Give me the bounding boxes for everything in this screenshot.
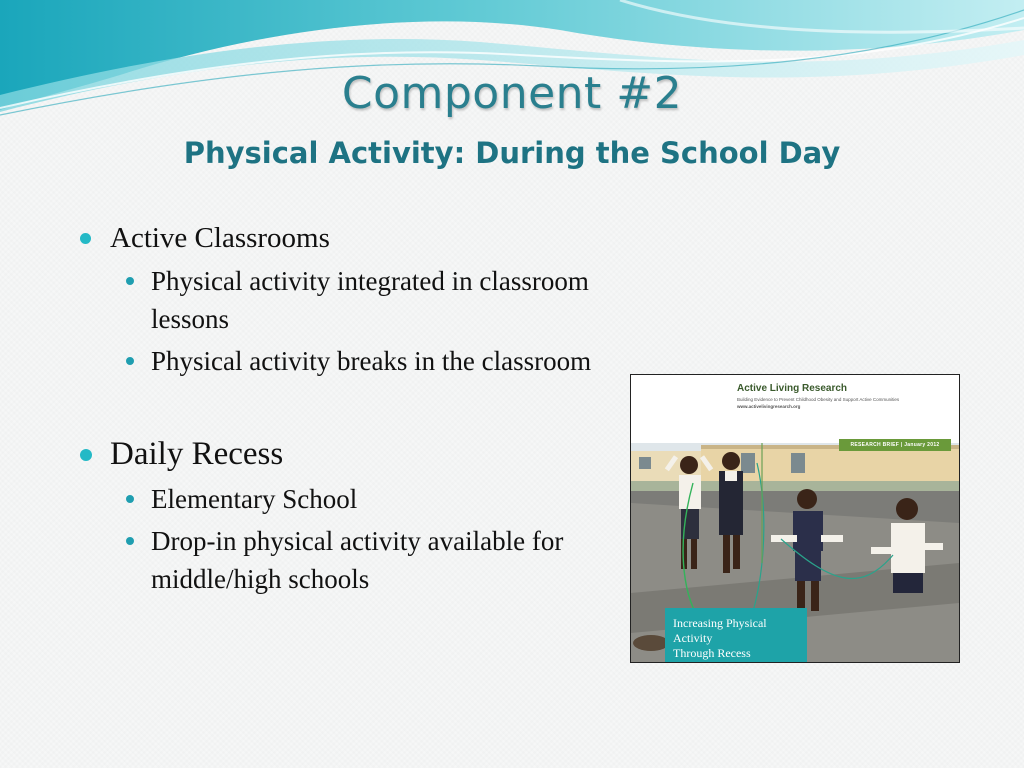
research-brief-image (630, 374, 960, 663)
bullet-list (78, 218, 638, 598)
sub-bullet: Physical activity breaks in the classroom (78, 342, 638, 380)
brief-caption-line: Through Recess (673, 646, 751, 660)
slide-title: Component #2 (341, 68, 683, 119)
brief-caption-line: Increasing Physical Activity (673, 616, 767, 645)
bullet-daily-recess: Daily Recess (78, 432, 638, 476)
brief-caption (665, 608, 807, 662)
sub-bullet: Physical activity integrated in classroom lessons (78, 262, 638, 338)
brief-banner: RESEARCH BRIEF | January 2012 (839, 439, 951, 451)
brief-tagline: Building Evidence to Prevent Childhood Obesity and Support Active Communities (737, 397, 900, 402)
sub-bullet: Drop-in physical activity available for middle/high schools (78, 522, 591, 598)
brief-header (631, 375, 959, 443)
sub-bullet: Elementary School (78, 480, 638, 518)
brief-url: www.activelivingresearch.org (737, 404, 801, 409)
bullet-active-classrooms: Active Classrooms (78, 218, 638, 258)
brief-organization: Active Living Research (737, 383, 848, 394)
slide-subtitle: Physical Activity: During the School Day (183, 136, 841, 170)
